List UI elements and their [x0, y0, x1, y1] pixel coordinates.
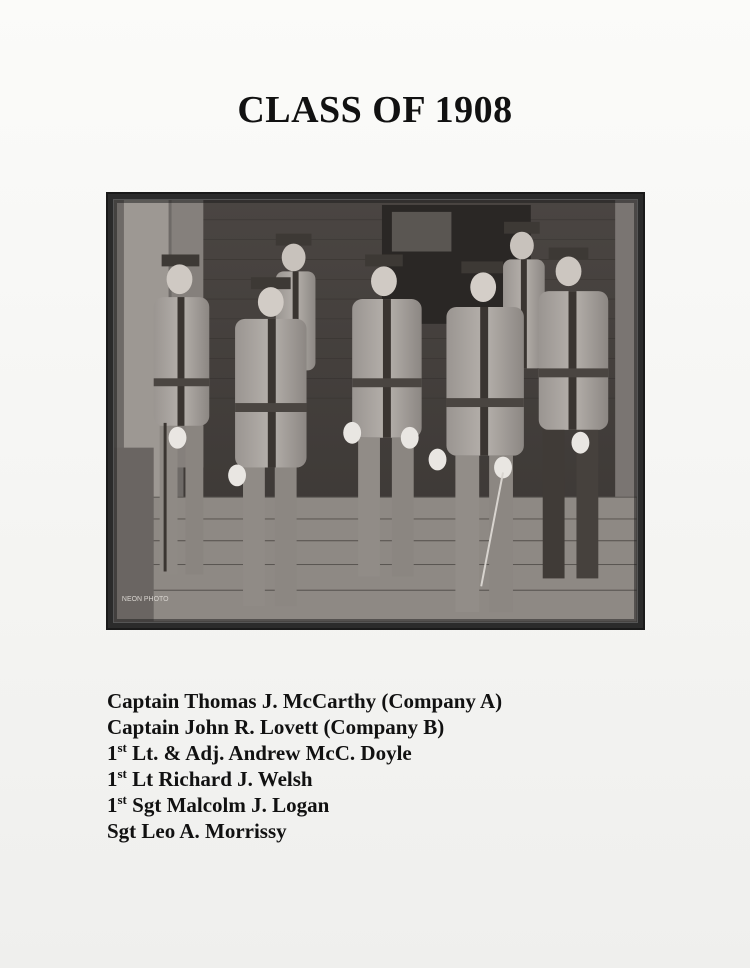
- roster-item: 1st Lt Richard J. Welsh: [107, 766, 313, 791]
- roster-item: 1st Lt. & Adj. Andrew McC. Doyle: [107, 740, 412, 765]
- roster-item: Sgt Leo A. Morrissy: [107, 819, 287, 843]
- page-title: CLASS OF 1908: [237, 89, 513, 131]
- roster-item: Captain John R. Lovett (Company B): [107, 715, 445, 739]
- roster-item: 1st Sgt Malcolm J. Logan: [107, 792, 330, 817]
- roster-item: Captain Thomas J. McCarthy (Company A): [107, 689, 503, 713]
- class-photo: [113, 199, 638, 623]
- class-photo-frame: [106, 192, 645, 630]
- photo-credit: NEON PHOTO: [121, 596, 169, 604]
- roster-list: [107, 688, 502, 844]
